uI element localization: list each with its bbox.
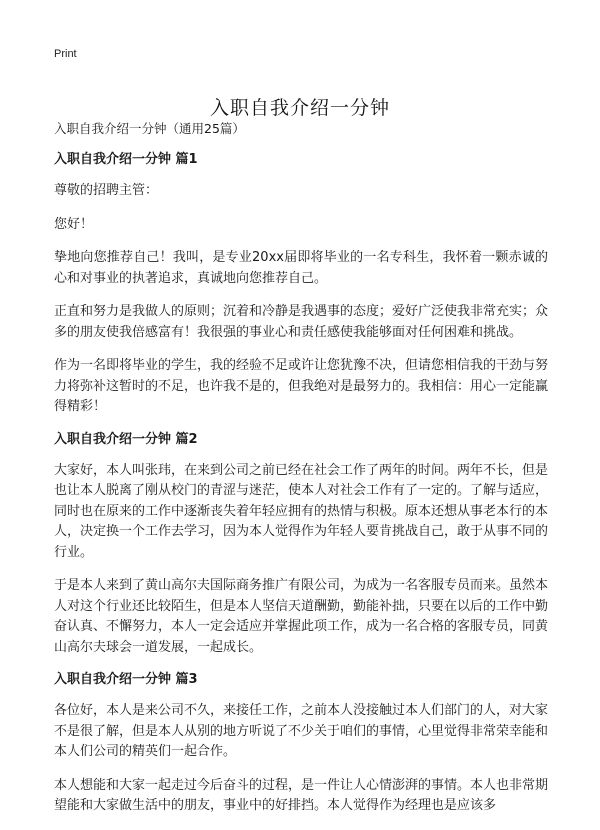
paragraph: 作为一名即将毕业的学生，我的经验不足或许让您犹豫不决，但请您相信我的干劲与努力将弥补这暂时的不足，也许我不是的，但我绝对是最努力的。我相信：用心一定能赢得精彩！ [54,358,549,414]
section-3 [54,671,548,817]
print-link[interactable]: Print [54,48,77,60]
paragraph: 挚地向您推荐自己！我叫，是专业20xx届即将毕业的一名专科生，我怀着一颗赤诚的心和对事业的执著追求，真诚地向您推荐自己。 [54,250,548,286]
section-1 [54,151,548,418]
document-body [54,120,548,830]
paragraph: 正直和努力是我做人的原则；沉着和冷静是我遇事的态度；爱好广泛使我非常充实；众多的朋友使我倍感富有！我很强的事业心和责任感使我能够面对任何困难和挑战。 [54,304,549,340]
section-heading: 入职自我介绍一分钟 篇2 [54,431,198,447]
paragraph: 本人想能和大家一起走过今后奋斗的过程，是一件让人心情澎湃的事情。本人也非常期望能和大家做生活中的朋友，事业中的好排挡。本人觉得作为经理也是应该多 [54,777,549,813]
paragraph: 您好！ [54,216,94,232]
section-heading: 入职自我介绍一分钟 篇3 [54,672,198,687]
section-heading: 入职自我介绍一分钟 篇1 [54,152,198,167]
paragraph: 大家好，本人叫张玮，在来到公司之前已经在社会工作了两年的时间。两年不长，但是也让本人脱离了刚从校门的青涩与迷茫，使本人对社会工作有了一定的。了解与适应，同时也在原来的工作中逐渐丧失着年轻应拥有的热情与积极。原本还想从事老本行的本人，决定换一个工作去学习，因为本人觉得作为年轻人要肯挑战自己，敢于从事不同的行业。 [54,462,549,560]
paragraph: 于是本人来到了黄山高尔夫国际商务推广有限公司，为成为一名客服专员而来。虽然本人对这个行业还比较陌生，但是本人坚信天道酬勤，勤能补拙，只要在以后的工作中勤奋认真、不懈努力，本人一定会适应并掌握此项工作，成为一名合格的客服专员，同黄山高尔夫球会一道发展，一起成长。 [54,578,549,655]
document-title: 入职自我介绍一分钟 [209,96,390,119]
document-subtitle: 入职自我介绍一分钟（通用25篇） [54,121,245,136]
paragraph: 尊敬的招聘主管： [54,183,159,198]
section-2 [54,431,548,659]
paragraph: 各位好，本人是来公司不久，来接任工作，之前本人没接触过本人们部门的人，对大家不是很了解，但是本人从别的地方听说了不少关于咱们的事情，心里觉得非常荣幸能和本人们公司的精英们一起合作。 [54,703,549,759]
